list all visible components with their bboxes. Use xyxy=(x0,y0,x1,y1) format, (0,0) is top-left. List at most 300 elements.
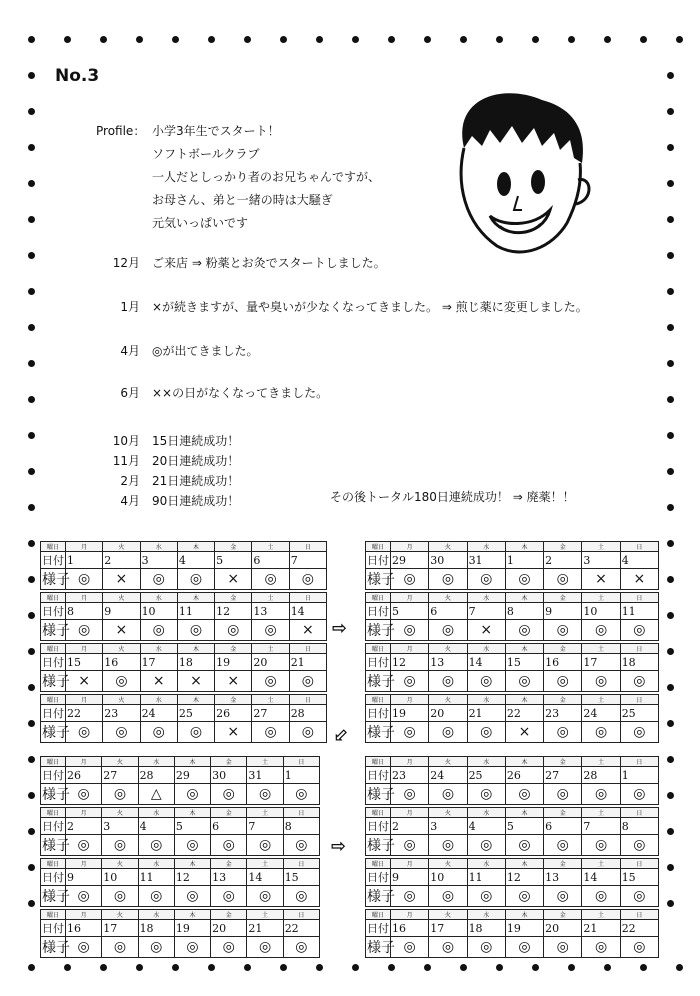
timeline-text: ご来店 ⇒ 粉薬とお灸でスタートしました。 xyxy=(152,256,386,270)
date-cell: 26 xyxy=(66,767,102,784)
date-cell: 31 xyxy=(467,552,505,569)
weekday-cell: 月 xyxy=(66,593,103,603)
weekday-cell: 月 xyxy=(391,542,429,552)
timeline-entry xyxy=(100,432,239,449)
border-dot xyxy=(676,36,683,43)
weekday-cell: 月 xyxy=(391,808,429,818)
status-row-label: 様子 xyxy=(366,620,391,641)
border-dot xyxy=(28,216,35,223)
status-mark: ◎ xyxy=(174,937,210,958)
status-mark: ◎ xyxy=(467,937,505,958)
border-dot xyxy=(667,396,674,403)
timeline-text: ×が続きますが、量や臭いが少なくなってきました。 ⇒ 煎じ薬に変更しました。 xyxy=(152,300,588,314)
border-dot xyxy=(28,720,35,727)
weekday-cell: 金 xyxy=(544,542,582,552)
weekday-cell: 水 xyxy=(467,593,505,603)
weekday-row-label: 曜日 xyxy=(366,644,391,654)
weekday-cell: 金 xyxy=(544,593,582,603)
timeline-entry xyxy=(100,254,386,271)
border-dot xyxy=(28,792,35,799)
timeline-month: 1月 xyxy=(120,300,140,314)
status-mark: ◎ xyxy=(467,886,505,907)
status-mark: ◎ xyxy=(140,569,177,590)
status-row-label: 様子 xyxy=(41,835,66,856)
weekday-cell: 木 xyxy=(505,859,543,869)
date-cell: 13 xyxy=(211,869,247,886)
weekday-cell: 日 xyxy=(620,695,658,705)
date-cell: 1 xyxy=(620,767,658,784)
date-cell: 17 xyxy=(102,920,138,937)
date-cell: 2 xyxy=(66,818,102,835)
weekday-cell: 月 xyxy=(66,757,102,767)
border-dot xyxy=(667,540,674,547)
weekday-cell: 日 xyxy=(289,542,326,552)
weekday-cell: 金 xyxy=(544,910,582,920)
status-row-label: 様子 xyxy=(41,784,66,805)
weekday-cell: 火 xyxy=(429,644,467,654)
weekday-cell: 水 xyxy=(138,757,174,767)
date-cell: 27 xyxy=(102,767,138,784)
weekday-row-label: 曜日 xyxy=(366,859,391,869)
arrow-right-icon: ⇨ xyxy=(331,836,347,857)
border-dot xyxy=(28,288,35,295)
date-cell: 20 xyxy=(429,705,467,722)
weekday-cell: 金 xyxy=(544,644,582,654)
profile-line: 元気いっぱいです xyxy=(152,216,249,230)
calendar-block-4 xyxy=(365,756,659,958)
date-cell: 20 xyxy=(252,654,289,671)
weekday-cell: 金 xyxy=(211,859,247,869)
border-dot xyxy=(532,964,539,971)
status-row-label: 様子 xyxy=(366,937,391,958)
border-dot xyxy=(604,36,611,43)
date-cell: 1 xyxy=(505,552,543,569)
status-mark: ◎ xyxy=(582,835,620,856)
date-cell: 12 xyxy=(505,869,543,886)
status-mark: ◎ xyxy=(247,937,283,958)
weekday-row-label: 曜日 xyxy=(41,644,66,654)
date-cell: 22 xyxy=(505,705,543,722)
date-cell: 20 xyxy=(211,920,247,937)
border-dot xyxy=(352,36,359,43)
date-cell: 5 xyxy=(215,552,252,569)
status-mark: ◎ xyxy=(620,784,658,805)
weekday-cell: 水 xyxy=(140,542,177,552)
timeline-entry xyxy=(100,342,258,359)
date-cell: 29 xyxy=(391,552,429,569)
status-mark: × xyxy=(66,671,103,692)
status-mark: ◎ xyxy=(429,784,467,805)
weekday-cell: 火 xyxy=(102,757,138,767)
status-mark: ◎ xyxy=(289,671,326,692)
timeline-text: 15日連続成功！ xyxy=(152,434,240,448)
date-cell: 15 xyxy=(620,869,658,886)
border-dot xyxy=(667,684,674,691)
border-dot xyxy=(208,36,215,43)
date-cell: 12 xyxy=(215,603,252,620)
date-cell: 13 xyxy=(544,869,582,886)
calendar-block-3 xyxy=(40,756,320,958)
border-dot xyxy=(64,36,71,43)
weekday-cell: 日 xyxy=(283,808,319,818)
weekday-cell: 土 xyxy=(582,910,620,920)
weekday-cell: 火 xyxy=(429,757,467,767)
status-mark: ◎ xyxy=(102,784,138,805)
weekday-cell: 月 xyxy=(391,593,429,603)
date-cell: 18 xyxy=(620,654,658,671)
status-mark: ◎ xyxy=(247,784,283,805)
weekday-cell: 火 xyxy=(429,910,467,920)
weekday-cell: 金 xyxy=(215,695,252,705)
weekday-cell: 土 xyxy=(582,593,620,603)
weekday-cell: 木 xyxy=(177,542,214,552)
date-cell: 5 xyxy=(505,818,543,835)
border-dot xyxy=(136,964,143,971)
status-mark: ◎ xyxy=(544,569,582,590)
border-dot xyxy=(172,964,179,971)
border-dot xyxy=(136,36,143,43)
weekday-cell: 木 xyxy=(177,695,214,705)
weekday-cell: 水 xyxy=(138,910,174,920)
date-cell: 11 xyxy=(177,603,214,620)
status-mark: ◎ xyxy=(140,620,177,641)
weekday-cell: 日 xyxy=(620,644,658,654)
final-result: その後トータル180日連続成功！ ⇒ 廃薬！！ xyxy=(330,490,575,504)
status-mark: ◎ xyxy=(544,937,582,958)
weekday-cell: 水 xyxy=(467,808,505,818)
status-mark: ◎ xyxy=(211,784,247,805)
border-dot xyxy=(667,900,674,907)
status-mark: ◎ xyxy=(467,722,505,743)
profile-line: お母さん、弟と一緒の時は大騒ぎ xyxy=(152,193,333,207)
weekday-cell: 土 xyxy=(582,808,620,818)
date-cell: 4 xyxy=(138,818,174,835)
status-mark: ◎ xyxy=(391,835,429,856)
timeline-month: 12月 xyxy=(112,256,140,270)
date-cell: 23 xyxy=(103,705,140,722)
date-row-label: 日付 xyxy=(366,705,391,722)
date-row-label: 日付 xyxy=(366,869,391,886)
status-mark: ◎ xyxy=(620,671,658,692)
status-mark: ◎ xyxy=(177,722,214,743)
status-row-label: 様子 xyxy=(366,671,391,692)
border-dot xyxy=(280,36,287,43)
status-mark: ◎ xyxy=(177,569,214,590)
border-dot xyxy=(28,324,35,331)
weekday-row-label: 曜日 xyxy=(366,808,391,818)
status-mark: × xyxy=(215,722,252,743)
status-mark: ◎ xyxy=(582,671,620,692)
date-cell: 27 xyxy=(252,705,289,722)
weekday-cell: 木 xyxy=(505,757,543,767)
border-dot xyxy=(28,180,35,187)
border-dot xyxy=(667,864,674,871)
border-dot xyxy=(100,964,107,971)
border-dot xyxy=(28,756,35,763)
date-cell: 8 xyxy=(620,818,658,835)
weekday-cell: 日 xyxy=(283,859,319,869)
weekday-cell: 月 xyxy=(391,757,429,767)
weekday-cell: 月 xyxy=(66,644,103,654)
weekday-cell: 火 xyxy=(429,859,467,869)
weekday-cell: 土 xyxy=(252,542,289,552)
weekday-cell: 木 xyxy=(174,910,210,920)
status-row-label: 様子 xyxy=(366,722,391,743)
weekday-cell: 水 xyxy=(140,695,177,705)
border-dot xyxy=(667,432,674,439)
weekday-row-label: 曜日 xyxy=(366,910,391,920)
weekday-cell: 月 xyxy=(66,910,102,920)
date-cell: 3 xyxy=(582,552,620,569)
timeline-month: 2月 xyxy=(120,474,140,488)
date-row-label: 日付 xyxy=(366,920,391,937)
status-mark: ◎ xyxy=(252,569,289,590)
status-mark: ◎ xyxy=(429,722,467,743)
date-cell: 9 xyxy=(103,603,140,620)
date-cell: 31 xyxy=(247,767,283,784)
timeline-text: 20日連続成功！ xyxy=(152,454,240,468)
border-dot xyxy=(667,648,674,655)
status-mark: × xyxy=(467,620,505,641)
date-cell: 7 xyxy=(247,818,283,835)
date-cell: 20 xyxy=(544,920,582,937)
border-dot xyxy=(667,72,674,79)
status-mark: ◎ xyxy=(505,835,543,856)
date-cell: 18 xyxy=(467,920,505,937)
profile-line: ソフトボールクラブ xyxy=(152,147,260,161)
border-dot xyxy=(640,964,647,971)
weekday-cell: 月 xyxy=(66,695,103,705)
status-mark: ◎ xyxy=(391,937,429,958)
date-cell: 21 xyxy=(582,920,620,937)
weekday-cell: 火 xyxy=(103,695,140,705)
date-cell: 17 xyxy=(140,654,177,671)
date-cell: 18 xyxy=(177,654,214,671)
status-mark: ◎ xyxy=(505,937,543,958)
weekday-cell: 木 xyxy=(505,542,543,552)
weekday-cell: 金 xyxy=(544,757,582,767)
date-cell: 21 xyxy=(289,654,326,671)
status-mark: ◎ xyxy=(247,886,283,907)
page-title: No.3 xyxy=(55,66,100,86)
weekday-cell: 木 xyxy=(505,910,543,920)
date-cell: 4 xyxy=(620,552,658,569)
border-dot xyxy=(28,468,35,475)
border-dot xyxy=(100,36,107,43)
date-cell: 2 xyxy=(103,552,140,569)
weekday-cell: 日 xyxy=(620,757,658,767)
weekday-cell: 水 xyxy=(467,859,505,869)
status-mark: ◎ xyxy=(66,784,102,805)
date-cell: 11 xyxy=(620,603,658,620)
status-mark: ◎ xyxy=(582,722,620,743)
status-mark: ◎ xyxy=(66,937,102,958)
weekday-cell: 土 xyxy=(582,695,620,705)
date-cell: 6 xyxy=(429,603,467,620)
date-cell: 22 xyxy=(283,920,319,937)
status-mark: ◎ xyxy=(582,937,620,958)
weekday-cell: 水 xyxy=(467,910,505,920)
date-cell: 7 xyxy=(582,818,620,835)
weekday-cell: 木 xyxy=(177,593,214,603)
border-dot xyxy=(28,864,35,871)
timeline-entry xyxy=(100,472,239,489)
weekday-cell: 水 xyxy=(467,644,505,654)
boy-face-illustration xyxy=(442,88,592,268)
weekday-cell: 日 xyxy=(289,644,326,654)
date-cell: 30 xyxy=(429,552,467,569)
status-mark: ◎ xyxy=(252,671,289,692)
date-cell: 25 xyxy=(620,705,658,722)
status-mark: × xyxy=(140,671,177,692)
date-cell: 16 xyxy=(391,920,429,937)
timeline-entry xyxy=(100,492,239,509)
weekday-cell: 土 xyxy=(247,808,283,818)
border-dot xyxy=(568,964,575,971)
status-mark: ◎ xyxy=(174,784,210,805)
date-cell: 23 xyxy=(391,767,429,784)
weekday-cell: 土 xyxy=(582,644,620,654)
border-dot xyxy=(640,36,647,43)
weekday-cell: 月 xyxy=(391,859,429,869)
timeline-text: ◎が出てきました。 xyxy=(152,344,259,358)
date-cell: 4 xyxy=(177,552,214,569)
weekday-cell: 水 xyxy=(138,808,174,818)
date-cell: 6 xyxy=(252,552,289,569)
border-dot xyxy=(667,180,674,187)
status-mark: △ xyxy=(138,784,174,805)
date-row-label: 日付 xyxy=(41,654,66,671)
status-mark: ◎ xyxy=(66,569,103,590)
date-cell: 11 xyxy=(138,869,174,886)
date-cell: 28 xyxy=(138,767,174,784)
status-mark: ◎ xyxy=(620,835,658,856)
date-cell: 9 xyxy=(391,869,429,886)
status-mark: ◎ xyxy=(582,784,620,805)
date-cell: 9 xyxy=(66,869,102,886)
status-mark: ◎ xyxy=(620,886,658,907)
status-mark: × xyxy=(215,671,252,692)
date-cell: 8 xyxy=(505,603,543,620)
date-cell: 10 xyxy=(429,869,467,886)
date-row-label: 日付 xyxy=(366,603,391,620)
status-row-label: 様子 xyxy=(366,835,391,856)
border-dot xyxy=(208,964,215,971)
weekday-cell: 土 xyxy=(582,859,620,869)
status-mark: ◎ xyxy=(391,671,429,692)
status-mark: ◎ xyxy=(211,937,247,958)
status-mark: ◎ xyxy=(391,784,429,805)
profile-section xyxy=(96,120,380,235)
border-dot xyxy=(28,612,35,619)
date-row-label: 日付 xyxy=(41,818,66,835)
date-cell: 15 xyxy=(283,869,319,886)
date-cell: 5 xyxy=(174,818,210,835)
weekday-row-label: 曜日 xyxy=(41,808,66,818)
status-mark: ◎ xyxy=(66,722,103,743)
status-mark: × xyxy=(103,569,140,590)
date-cell: 29 xyxy=(174,767,210,784)
weekday-cell: 火 xyxy=(102,808,138,818)
border-dot xyxy=(667,468,674,475)
weekday-cell: 木 xyxy=(505,695,543,705)
border-dot xyxy=(28,504,35,511)
border-dot xyxy=(172,36,179,43)
date-row-label: 日付 xyxy=(366,654,391,671)
date-cell: 1 xyxy=(283,767,319,784)
border-dot xyxy=(28,144,35,151)
date-cell: 26 xyxy=(505,767,543,784)
border-dot xyxy=(28,432,35,439)
border-dot xyxy=(667,756,674,763)
date-cell: 15 xyxy=(66,654,103,671)
border-dot xyxy=(424,964,431,971)
status-mark: ◎ xyxy=(174,886,210,907)
weekday-cell: 木 xyxy=(505,593,543,603)
status-mark: ◎ xyxy=(505,671,543,692)
date-cell: 19 xyxy=(174,920,210,937)
date-cell: 14 xyxy=(247,869,283,886)
weekday-cell: 金 xyxy=(544,808,582,818)
status-mark: × xyxy=(215,569,252,590)
status-mark: ◎ xyxy=(174,835,210,856)
status-mark: ◎ xyxy=(102,937,138,958)
weekday-cell: 月 xyxy=(391,644,429,654)
border-dot xyxy=(64,964,71,971)
date-cell: 5 xyxy=(391,603,429,620)
border-dot xyxy=(28,108,35,115)
border-dot xyxy=(28,396,35,403)
status-row-label: 様子 xyxy=(41,569,66,590)
weekday-row-label: 曜日 xyxy=(366,542,391,552)
timeline-month: 4月 xyxy=(120,344,140,358)
weekday-cell: 木 xyxy=(174,808,210,818)
weekday-cell: 土 xyxy=(252,644,289,654)
date-cell: 14 xyxy=(582,869,620,886)
status-mark: ◎ xyxy=(429,937,467,958)
weekday-cell: 火 xyxy=(103,542,140,552)
arrow-down-left-icon: ⬃ xyxy=(334,724,350,745)
weekday-cell: 火 xyxy=(429,808,467,818)
timeline-month: 4月 xyxy=(120,494,140,508)
date-cell: 13 xyxy=(252,603,289,620)
status-mark: ◎ xyxy=(544,620,582,641)
border-dot xyxy=(460,36,467,43)
weekday-cell: 水 xyxy=(467,542,505,552)
date-cell: 4 xyxy=(467,818,505,835)
border-dot xyxy=(604,964,611,971)
status-row-label: 様子 xyxy=(41,722,66,743)
date-cell: 8 xyxy=(66,603,103,620)
weekday-cell: 火 xyxy=(429,593,467,603)
timeline-entry xyxy=(100,298,588,315)
status-mark: ◎ xyxy=(582,886,620,907)
border-dot xyxy=(352,964,359,971)
status-mark: ◎ xyxy=(620,620,658,641)
status-mark: ◎ xyxy=(252,722,289,743)
timeline-month: 11月 xyxy=(112,454,140,468)
weekday-cell: 土 xyxy=(247,757,283,767)
date-cell: 26 xyxy=(215,705,252,722)
date-row-label: 日付 xyxy=(41,603,66,620)
border-dot xyxy=(28,900,35,907)
date-cell: 3 xyxy=(140,552,177,569)
weekday-cell: 日 xyxy=(289,695,326,705)
status-mark: ◎ xyxy=(467,784,505,805)
date-cell: 28 xyxy=(289,705,326,722)
date-row-label: 日付 xyxy=(41,705,66,722)
border-dot xyxy=(316,964,323,971)
